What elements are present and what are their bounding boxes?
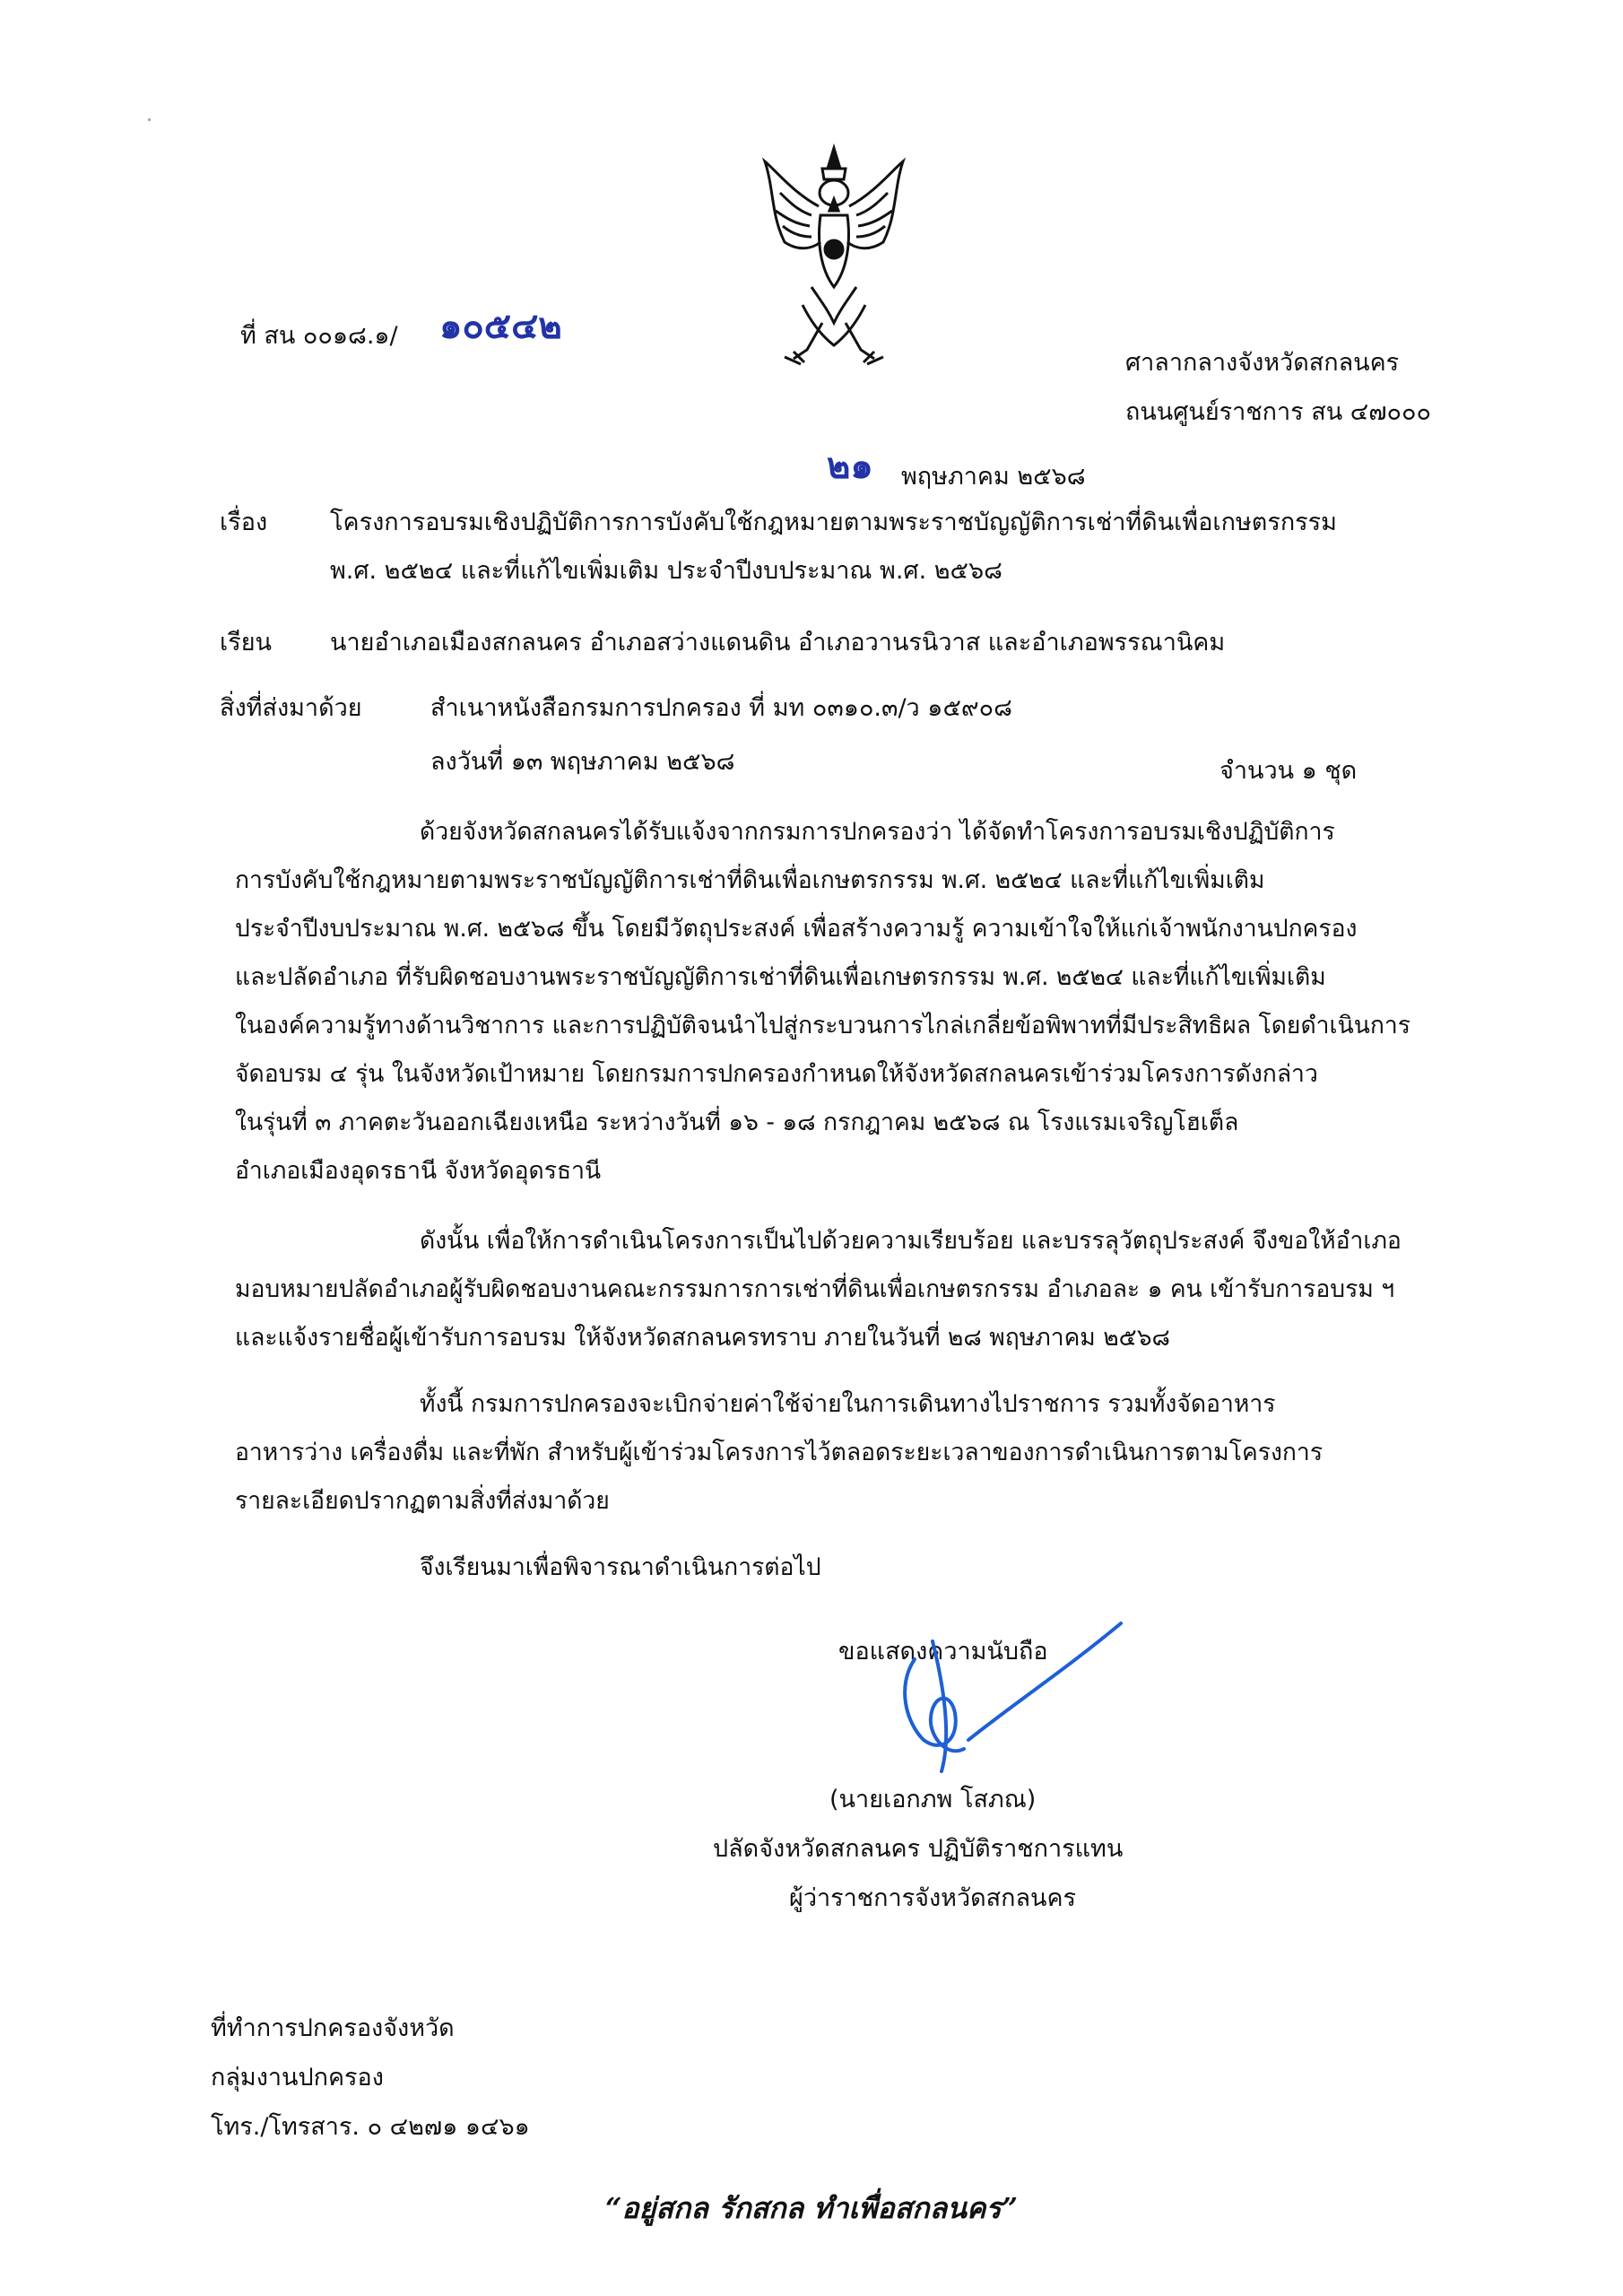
body-line: การบังคับใช้กฎหมายตามพระราชบัญญัติการเช่าที่ดินเพื่อเกษตรกรรม พ.ศ. ๒๕๒๔ และที่แก้ไขเพิ่มเติม [235, 866, 1265, 894]
body-line: รายละเอียดปรากฏตามสิ่งที่ส่งมาด้วย [235, 1487, 610, 1515]
office-address: ถนนศูนย์ราชการ สน ๔๗๐๐๐ [1125, 398, 1431, 426]
slogan: “อยู่สกล รักสกล ทำเพื่อสกลนคร” [605, 2191, 1018, 2225]
body-line: อาหารว่าง เครื่องดื่ม และที่พัก สำหรับผู้เข้าร่วมโครงการไว้ตลอดระยะเวลาของการดำเนินการตามโครงการ [235, 1439, 1324, 1466]
reference-prefix: ที่ สน ๐๐๑๘.๑/ [240, 322, 398, 350]
body-line: มอบหมายปลัดอำเภอผู้รับผิดชอบงานคณะกรรมการการเช่าที่ดินเพื่อเกษตรกรรม อำเภอละ ๑ คน เข้ารับการอบรม ฯ [235, 1275, 1395, 1303]
closing-request: จึงเรียนมาเพื่อพิจารณาดำเนินการต่อไป [420, 1553, 821, 1581]
garuda-emblem-icon [758, 144, 910, 372]
regards: ขอแสดงความนับถือ [838, 1638, 1048, 1665]
enclosure-line-1: สำเนาหนังสือกรมการปกครอง ที่ มท ๐๓๑๐.๓/ว ๑๕๙๐๘ [430, 694, 1012, 722]
footer-office-2: กลุ่มงานปกครอง [211, 2064, 384, 2092]
body-line: ในรุ่นที่ ๓ ภาคตะวันออกเฉียงเหนือ ระหว่างวันที่ ๑๖ - ๑๘ กรกฎาคม ๒๕๖๘ ณ โรงแรมเจริญโฮเต็ล [235, 1109, 1239, 1136]
date-day-handwritten: ๒๑ [827, 446, 873, 487]
body-line: และแจ้งรายชื่อผู้เข้ารับการอบรม ให้จังหวัดสกลนครทราบ ภายในวันที่ ๒๘ พฤษภาคม ๒๕๖๘ [235, 1324, 1170, 1352]
signature-icon [879, 1605, 1148, 1785]
body-line: อำเภอเมืองอุดรธานี จังหวัดอุดรธานี [235, 1157, 602, 1185]
reference-number-handwritten: ๑๐๕๔๒ [439, 306, 562, 347]
subject-label: เรื่อง [220, 509, 268, 536]
date-month-year: พฤษภาคม ๒๕๖๘ [901, 463, 1086, 491]
body-line: และปลัดอำเภอ ที่รับผิดชอบงานพระราชบัญญัติการเช่าที่ดินเพื่อเกษตรกรรม พ.ศ. ๒๕๒๔ และที่แก้ไขเพิ่มเติม [235, 963, 1326, 991]
subject-line-2: พ.ศ. ๒๕๒๔ และที่แก้ไขเพิ่มเติม ประจำปีงบประมาณ พ.ศ. ๒๕๖๘ [330, 557, 1002, 585]
signer-position-1: ปลัดจังหวัดสกลนคร ปฏิบัติราชการแทน [713, 1835, 1124, 1863]
body-line: ในองค์ความรู้ทางด้านวิชาการ และการปฏิบัติจนนำไปสู่กระบวนการไกล่เกลี่ยข้อพิพาทที่มีประสิทธิผล โดยดำเนินการ [235, 1012, 1410, 1039]
addressee-label: เรียน [220, 629, 273, 657]
footer-office-1: ที่ทำการปกครองจังหวัด [211, 2014, 455, 2042]
subject-line-1: โครงการอบรมเชิงปฏิบัติการการบังคับใช้กฎหมายตามพระราชบัญญัติการเช่าที่ดินเพื่อเกษตรกรรม [330, 509, 1337, 536]
body-line: ประจำปีงบประมาณ พ.ศ. ๒๕๖๘ ขึ้น โดยมีวัตถุประสงค์ เพื่อสร้างความรู้ ความเข้าใจให้แก่เจ้าพนักงานปกครอง [235, 915, 1358, 943]
enclosure-label: สิ่งที่ส่งมาด้วย [220, 694, 362, 722]
body-line: ด้วยจังหวัดสกลนครได้รับแจ้งจากกรมการปกครองว่า ได้จัดทำโครงการอบรมเชิงปฏิบัติการ [420, 818, 1335, 846]
office-name: ศาลากลางจังหวัดสกลนคร [1125, 349, 1400, 377]
scan-speck [148, 118, 151, 121]
signer-name: (นายเอกภพ โสภณ) [829, 1786, 1037, 1813]
body-line: ทั้งนี้ กรมการปกครองจะเบิกจ่ายค่าใช้จ่ายในการเดินทางไปราชการ รวมทั้งจัดอาหาร [420, 1390, 1276, 1418]
enclosure-quantity: จำนวน ๑ ชุด [1219, 757, 1358, 785]
footer-contact: โทร./โทรสาร. ๐ ๔๒๗๑ ๑๔๖๑ [211, 2113, 530, 2141]
body-line: ดังนั้น เพื่อให้การดำเนินโครงการเป็นไปด้วยความเรียบร้อย และบรรลุวัตถุประสงค์ จึงขอให้อำเภอ [420, 1227, 1402, 1255]
signer-position-2: ผู้ว่าราชการจังหวัดสกลนคร [789, 1884, 1077, 1912]
addressee-text: นายอำเภอเมืองสกลนคร อำเภอสว่างแดนดิน อำเภอวานรนิวาส และอำเภอพรรณานิคม [330, 629, 1226, 657]
body-line: จัดอบรม ๔ รุ่น ในจังหวัดเป้าหมาย โดยกรมการปกครองกำหนดให้จังหวัดสกลนครเข้าร่วมโครงการดังกล่าว [235, 1060, 1318, 1088]
enclosure-line-2: ลงวันที่ ๑๓ พฤษภาคม ๒๕๖๘ [430, 748, 735, 776]
